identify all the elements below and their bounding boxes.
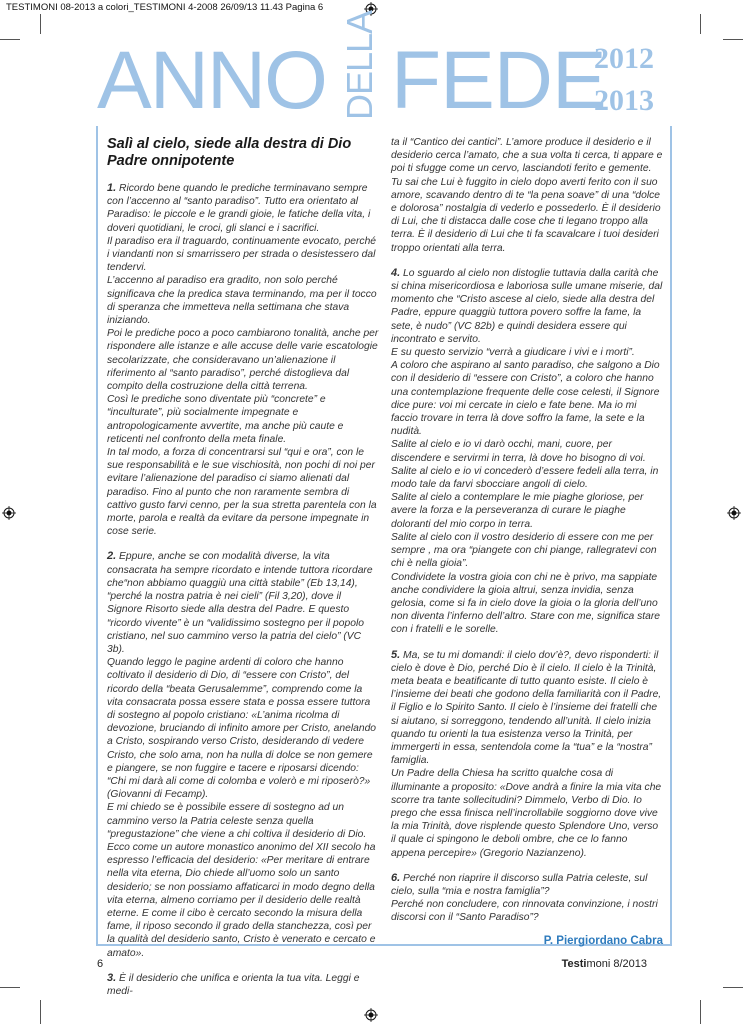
section-number: 6. bbox=[391, 871, 401, 884]
left-column bbox=[107, 136, 379, 998]
paragraph bbox=[107, 801, 379, 959]
paragraph-text: Un Padre della Chiesa ha scritto qualche cosa di illuminante a proposito: «Dove andrà a finire la mia vita che scorre tra tante sollecitudini? Dimmelo, Verbo di Dio. Io prego che essa finisca nell’incrollabile soggiorno dove vive la mia Trinità, dove risplende questo Splendore Uno, verso il quale ci spingono le deboli ombre, che ce lo fanno appena percepire» (Gregorio Nazianzeno). bbox=[391, 768, 662, 859]
paragraph-text: Lo sguardo al cielo non distoglie tuttavia dalla carità che si china misericordiosa e laboriosa sulle umane miserie, dal momento che “Cristo ascese al cielo, siede alla destra del Padre, eppure quaggiù tuttora povero soffre la fame, la sete, è nudo” (VC 82b) e quindi desidera essere qui incontrato e servito. bbox=[391, 267, 663, 345]
paragraph bbox=[107, 656, 379, 801]
left-column-body bbox=[107, 182, 379, 998]
crop-mark bbox=[0, 39, 20, 40]
paragraph bbox=[107, 550, 379, 656]
registration-mark-icon bbox=[727, 506, 741, 520]
footer-publication bbox=[562, 958, 647, 970]
paragraph-text: Salite al cielo con il vostro desiderio di essere con me per sempre , ma ora “piangete con chi piange, rallegratevi con chi è nella gioia”. bbox=[391, 531, 657, 570]
page-number: 6 bbox=[97, 958, 104, 970]
paragraph-text: È il desiderio che unifica e orienta la tua vita. Leggi e medi- bbox=[107, 972, 360, 997]
paragraph bbox=[107, 393, 379, 446]
header-fede: FEDE bbox=[391, 35, 606, 126]
section-number: 2. bbox=[107, 550, 117, 563]
paragraph bbox=[391, 465, 663, 491]
paragraph bbox=[107, 327, 379, 393]
crop-mark bbox=[723, 39, 743, 40]
paragraph-text: A coloro che aspirano al santo paradiso, che salgono a Dio con il desiderio di “essere con Cristo”, a coloro che hanno una contemplazione frequente delle cose celesti, il Signore dice pure: voi mi cercate in cielo e fate bene. Ma io mi faccio trovare in terra là dove soffro la fame, la sete e la nudità. bbox=[391, 360, 660, 438]
paragraph-text: Perché non concludere, con rinnovata convinzione, i nostri discorsi con il “Santo Paradiso”? bbox=[391, 899, 658, 924]
section-number: 5. bbox=[391, 648, 401, 661]
paragraph bbox=[391, 136, 663, 255]
paragraph bbox=[107, 274, 379, 327]
crop-mark bbox=[700, 1000, 701, 1024]
section-number: 1. bbox=[107, 182, 117, 194]
paragraph bbox=[107, 446, 379, 538]
paragraph bbox=[391, 491, 663, 531]
header-della bbox=[330, 10, 390, 120]
paragraph bbox=[107, 235, 379, 275]
paragraph-text: Il paradiso era il traguardo, continuamente evocato, perché i viandanti non si smarrissero per strada o desistessero dal tendervi. bbox=[107, 235, 377, 274]
crop-mark bbox=[0, 987, 20, 988]
paragraph bbox=[391, 531, 663, 571]
paragraph-gap bbox=[391, 860, 663, 872]
paragraph-text: Ricordo bene quando le prediche terminavano sempre con l’accenno al “santo paradiso”. Tutto era orientato al Paradiso: le piccole e le grandi gioie, le fatiche della vita, i doveri quotidiani, le croci, gli slanci e i sacrifici. bbox=[107, 183, 371, 234]
crop-mark bbox=[40, 14, 41, 34]
right-column-body bbox=[391, 136, 663, 925]
paragraph-text: In tal modo, a forza di concentrarsi sul “qui e ora”, con le sue responsabilità e le sue vischiosità, non pochi di noi per evitare l’alienazione del paradiso ci siamo alienati dal paradiso. Fino al punto che non raramente sembra di cattivo gusto farvi cenno, per la sua stretta parentela con la morte, parola e realtà da evitare da persone impegnate in cose serie. bbox=[107, 447, 377, 538]
paragraph-text: L’accenno al paradiso era gradito, non solo perché significava che la predica stava terminando, ma per il tocco di speranza che immetteva nella settimana che stava iniziando. bbox=[107, 275, 377, 327]
header-year-2013: 2013 bbox=[594, 84, 654, 117]
paragraph-text: E mi chiedo se è possibile essere di sostegno ad un cammino verso la Patria celeste senza quella “pregustazione” che viene a chi coltiva il desiderio di Dio. Ecco come un autore monastico anonimo del XII secolo ha espresso l’efficacia del desiderio: «Per meritare di entrare nella vita eterna, Dio chiede all’uomo solo un santo desiderio; se non possiamo affaticarci in modo degno della vita eterna, almeno corriamo per il desiderio delle realtà eterne. E come il cibo è cercato secondo la misura della fame, il riposo secondo il grado della stanchezza, così per la qualità del desiderio santo, Cristo è venerato e cercato e amato». bbox=[107, 802, 376, 959]
paragraph-text: Salite al cielo e io vi concederò d’essere fedeli alla terra, in modo tale da farvi sbocciare angoli di cielo. bbox=[391, 465, 659, 491]
paragraph-gap bbox=[391, 637, 663, 649]
header-year-2012: 2012 bbox=[594, 42, 654, 75]
crop-mark bbox=[723, 987, 743, 988]
paragraph-text: ta il “Cantico dei cantici”. L’amore produce il desiderio e il desiderio cerca l’amato, che a sua volta ti cerca, ti appare e poi ti sfugge come un cervo, lasciandoti ferito e gemente. Tu sai che Lui è fuggito in cielo dopo averti ferito con il suo amore, scavando dentro di te “la pena soave” di una “dolce e dolorosa” nostalgia di vederlo e possederlo. È il desiderio di Lui, che ti distacca dalle cose che ti legano troppo alla terra. È il desiderio di Lui che ti fa scavalcare i tuoi desideri troppo orientati alla terra. bbox=[391, 137, 663, 254]
paragraph-text: Eppure, anche se con modalità diverse, la vita consacrata ha sempre ricordato e intende tuttora ricordare che“non abbiamo quaggiù una città stabile” (Eb 13,14), “perché la nostra patria è nei cieli” (Fil 3,20), dove il Signore Risorto siede alla destra del Padre. E questo “ricordo vivente” è un “validissimo sostegno per il popolo cristiano, nel suo cammino verso la patria del cielo” (VC 3b). bbox=[107, 551, 373, 655]
paragraph-text: Ma, se tu mi domandi: il cielo dov’è?, devo risponderti: il cielo è dove è Dio, perché Dio è il cielo. Il cielo è la Trinità, meta beata e beatificante di tutto quanto esiste. Il cielo è l’insieme dei beati che godono della familiarità con il Padre, il Figlio e lo Spirito Santo. Il cielo è l’insieme dei fratelli che si aiutano, si sorreggono, tendendo all’unità. Il cielo inizia quando tu orienti la tua esistenza verso la Trinità, per immergerti in essa, sentendola come la “tua” e la “nostra” famiglia. bbox=[391, 649, 662, 767]
section-number: 3. bbox=[107, 971, 117, 984]
paragraph bbox=[391, 898, 663, 924]
paragraph-gap bbox=[391, 255, 663, 267]
paragraph bbox=[391, 346, 663, 359]
article-title: Salì al cielo, siede alla destra di Dio Padre onnipotente bbox=[107, 136, 352, 169]
paragraph bbox=[391, 767, 663, 859]
paragraph-text: E su questo servizio “verrà a giudicare i vivi e i morti”. bbox=[391, 347, 635, 359]
paragraph bbox=[391, 267, 663, 346]
paragraph-text: Salite al cielo e io vi darò occhi, mani, cuore, per discendere e servirmi in terra, là dove ho bisogno di voi. bbox=[391, 439, 646, 464]
footer-brand-rest: moni 8/2013 bbox=[586, 958, 647, 970]
paragraph-gap bbox=[107, 538, 379, 550]
paragraph bbox=[107, 182, 379, 235]
paragraph-text: Così le prediche sono diventate più “concrete” e “inculturate”, più socialmente impegnate e antropologicamente avvertite, ma anche più caute e reticenti nel confronto della meta finale. bbox=[107, 394, 344, 445]
paragraph-text: Poi le prediche poco a poco cambiarono tonalità, anche per rispondere alle istanze e alle accuse delle varie escatologie secolarizzate, che consideravano un’alienazione il riferimento al “santo paradiso”, perché distoglieva dal compito della costruzione della città terrena. bbox=[107, 328, 379, 393]
registration-mark-icon bbox=[364, 1008, 378, 1022]
author-signature: P. Piergiordano Cabra bbox=[543, 934, 663, 947]
right-column bbox=[391, 136, 663, 948]
paragraph bbox=[391, 649, 663, 768]
header-anno: ANNO bbox=[97, 35, 326, 126]
paragraph bbox=[391, 571, 663, 637]
paragraph-text: Quando leggo le pagine ardenti di coloro che hanno coltivato il desiderio di Dio, di “essere con Cristo”, del ricordo della “beata Gerusalemme”, comprendo come la vita consacrata possa essere stata e possa essere tuttora di sostegno al popolo cristiano: «L’anima ricolma di devozione, bruciando di infinito amore per Cristo, anelando a Cristo, sospirando verso Cristo, desiderando di vedere Cristo, che solo ama, non ha nulla di dolce se non gemere e piangere, se non fuggire e tacere e riposarsi dicendo: “Chi mi darà ali come di colomba e volerò e mi riposerò?» (Giovanni di Fecamp). bbox=[107, 657, 377, 801]
paragraph-gap bbox=[107, 960, 379, 972]
paragraph bbox=[107, 972, 379, 998]
crop-mark bbox=[40, 1000, 41, 1024]
footer-brand-bold: Testi bbox=[561, 958, 587, 970]
paragraph-text: Salite al cielo a contemplare le mie piaghe gloriose, per avere la forza e la perseveranza di curare le piaghe doloranti del mio corpo in terra. bbox=[391, 492, 644, 530]
section-number: 4. bbox=[391, 266, 401, 279]
crop-mark bbox=[700, 14, 701, 34]
paragraph bbox=[391, 438, 663, 464]
paragraph-text: Perché non riaprire il discorso sulla Patria celeste, sul cielo, sulla “mia e nostra famiglia”? bbox=[391, 872, 648, 897]
registration-mark-icon bbox=[2, 506, 16, 520]
paragraph-text: Condividete la vostra gioia con chi ne è privo, ma sappiate anche condividere la gioia altrui, senza invidia, senza gelosia, come si fa in cielo dove la gioia o la gloria dell’uno non diventa l’inferno dell’altro. Stare con me, significa stare con i fratelli e le sorelle. bbox=[391, 571, 661, 636]
print-slug: TESTIMONI 08-2013 a colori_TESTIMONI 4-2008 26/09/13 11.43 Pagina 6 bbox=[6, 2, 324, 13]
header-della-text: DELLA bbox=[339, 10, 380, 120]
paragraph bbox=[391, 359, 663, 438]
paragraph bbox=[391, 872, 663, 898]
